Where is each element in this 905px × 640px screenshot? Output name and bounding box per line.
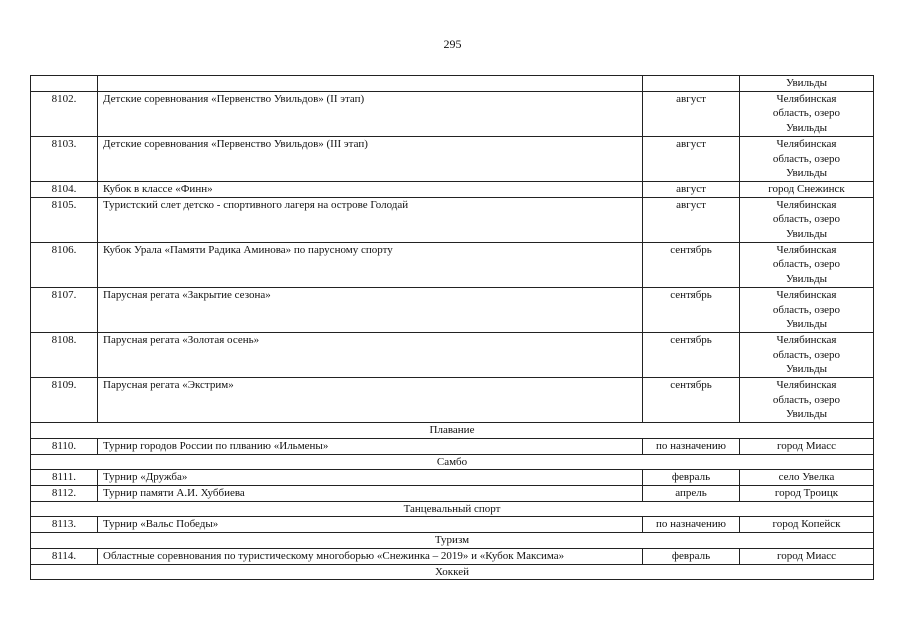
section-header-row (31, 423, 874, 439)
event-row (31, 287, 874, 332)
event-row (31, 332, 874, 377)
place-line: область, озеро (772, 393, 841, 406)
place-line: Челябинская (776, 92, 837, 105)
cell-place: Увильды (740, 76, 874, 92)
place-line: Челябинская (776, 198, 837, 211)
cell-event-name: Областные соревнования по туристическому многоборью «Снежинка – 2019» и «Кубок Максима» (98, 548, 643, 564)
cell-event-name: Парусная регата «Золотая осень» (98, 332, 643, 377)
place-line: Увильды (785, 318, 828, 331)
place-line: город Снежинск (768, 182, 845, 195)
cell-place (740, 242, 874, 287)
cell-place (740, 548, 874, 564)
cell-date: февраль (643, 470, 740, 486)
cell-event-name: Кубок в классе «Финн» (98, 181, 643, 197)
place-line: Челябинская (776, 243, 837, 256)
place-line: Челябинская (776, 288, 837, 301)
cell-date: по назначению (643, 517, 740, 533)
place-line: город Троицк (774, 486, 839, 499)
event-row (31, 517, 874, 533)
section-title: Танцевальный спорт (31, 501, 874, 517)
cell-date: по назначению (643, 438, 740, 454)
page-number: 295 (443, 37, 462, 51)
place-line: Увильды (785, 408, 828, 421)
cell-date: сентябрь (643, 378, 740, 423)
section-title: Хоккей (31, 564, 874, 580)
place-line: Челябинская (776, 137, 837, 150)
cell-event-name: Детские соревнования «Первенство Увильдов» (III этап) (98, 136, 643, 181)
cell-place (740, 378, 874, 423)
cell-number: 8103. (31, 136, 98, 181)
cell-date: август (643, 197, 740, 242)
section-header-row (31, 533, 874, 549)
cell-date: сентябрь (643, 287, 740, 332)
cell-number: 8106. (31, 242, 98, 287)
cell-date: август (643, 91, 740, 136)
cell-number: 8105. (31, 197, 98, 242)
section-header-row (31, 501, 874, 517)
cell-number: 8108. (31, 332, 98, 377)
cell-place (740, 181, 874, 197)
cell-number: 8112. (31, 485, 98, 501)
place-line: город Миасс (776, 549, 837, 562)
event-row (31, 197, 874, 242)
cell-date: сентябрь (643, 242, 740, 287)
place-line: область, озеро (772, 303, 841, 316)
section-header-row (31, 454, 874, 470)
event-row (31, 242, 874, 287)
place-line: область, озеро (772, 213, 841, 226)
event-row (31, 91, 874, 136)
cell-place (740, 470, 874, 486)
cell-place (740, 332, 874, 377)
cell-event-name (98, 76, 643, 92)
place-line: Увильды (785, 167, 828, 180)
place-line: город Миасс (776, 439, 837, 452)
cell-date: апрель (643, 485, 740, 501)
cell-event-name: Турнир городов России по плванию «Ильмены» (98, 438, 643, 454)
event-row (31, 548, 874, 564)
event-row (31, 485, 874, 501)
cell-number: 8113. (31, 517, 98, 533)
event-row (31, 438, 874, 454)
cell-event-name: Парусная регата «Экстрим» (98, 378, 643, 423)
place-line: Челябинская (776, 333, 837, 346)
cell-event-name: Турнир «Дружба» (98, 470, 643, 486)
cell-place (740, 517, 874, 533)
place-line: область, озеро (772, 258, 841, 271)
cell-number: 8110. (31, 438, 98, 454)
events-table-body (31, 76, 874, 580)
cell-event-name: Кубок Урала «Памяти Радика Аминова» по парусному спорту (98, 242, 643, 287)
cell-number: 8111. (31, 470, 98, 486)
place-line: село Увелка (778, 471, 835, 484)
place-line: область, озеро (772, 107, 841, 120)
section-title: Туризм (31, 533, 874, 549)
events-table (30, 75, 874, 580)
cell-place (740, 136, 874, 181)
cell-place (740, 197, 874, 242)
place-line: Увильды (785, 273, 828, 286)
section-title: Самбо (31, 454, 874, 470)
cell-event-name: Турнир «Вальс Победы» (98, 517, 643, 533)
event-row (31, 181, 874, 197)
place-line: Челябинская (776, 379, 837, 392)
cell-date: февраль (643, 548, 740, 564)
event-row (31, 378, 874, 423)
cell-date: август (643, 136, 740, 181)
cell-place (740, 91, 874, 136)
cell-number: 8104. (31, 181, 98, 197)
place-line: область, озеро (772, 348, 841, 361)
cell-event-name: Парусная регата «Закрытие сезона» (98, 287, 643, 332)
event-row (31, 136, 874, 181)
cell-place (740, 438, 874, 454)
cell-date: сентябрь (643, 332, 740, 377)
cell-date: август (643, 181, 740, 197)
cell-event-name: Детские соревнования «Первенство Увильдов» (II этап) (98, 91, 643, 136)
place-line: Увильды (785, 122, 828, 135)
cell-date (643, 76, 740, 92)
cell-number: 8107. (31, 287, 98, 332)
cell-number: 8114. (31, 548, 98, 564)
cell-event-name: Турнир памяти А.И. Хуббиева (98, 485, 643, 501)
place-line: город Копейск (772, 518, 841, 531)
place-line: Увильды (785, 363, 828, 376)
cell-event-name: Туристский слет детско - спортивного лагеря на острове Голодай (98, 197, 643, 242)
section-title: Плавание (31, 423, 874, 439)
cell-number: 8102. (31, 91, 98, 136)
place-line: Увильды (785, 228, 828, 241)
cell-place (740, 287, 874, 332)
place-line: область, озеро (772, 152, 841, 165)
cell-number (31, 76, 98, 92)
section-header-row (31, 564, 874, 580)
cell-number: 8109. (31, 378, 98, 423)
event-row (31, 470, 874, 486)
continuation-row (31, 76, 874, 92)
cell-place (740, 485, 874, 501)
